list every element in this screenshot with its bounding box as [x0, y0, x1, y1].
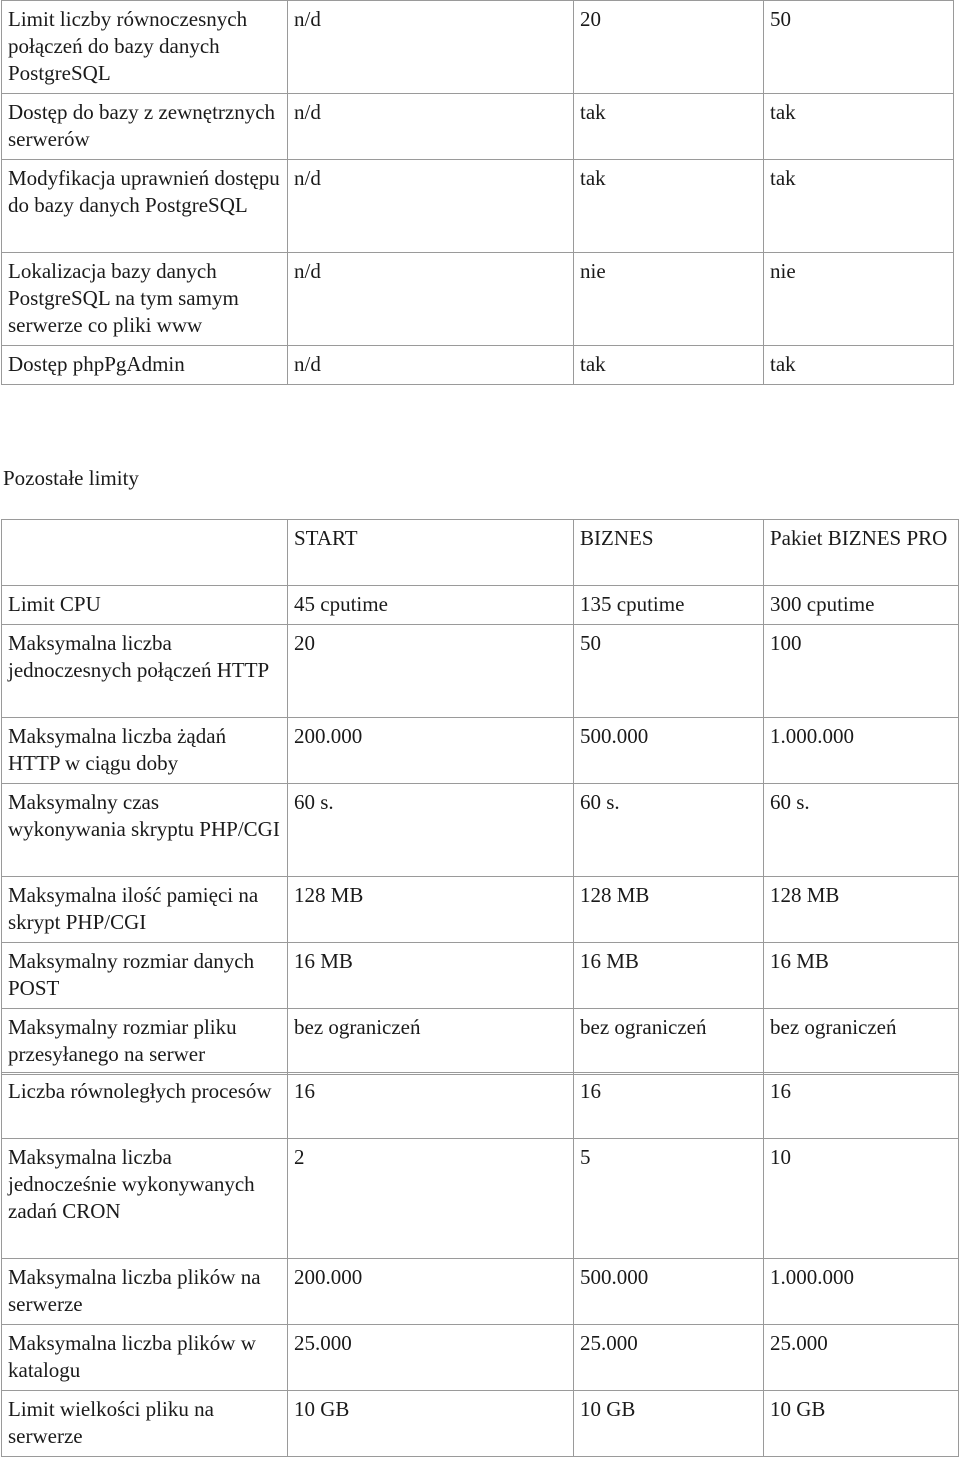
start-value: 10 GB [288, 1391, 574, 1457]
row-label: Limit CPU [2, 586, 288, 625]
biznes-value: 50 [574, 625, 764, 718]
pro-value: 300 cputime [764, 586, 959, 625]
table-row [2, 1325, 959, 1391]
table-row [2, 718, 959, 784]
table-row [2, 253, 954, 346]
pro-value: 16 [764, 1073, 959, 1139]
start-value: n/d [288, 346, 574, 385]
biznes-value: 135 cputime [574, 586, 764, 625]
row-label: Maksymalny czas wykonywania skryptu PHP/CGI [2, 784, 288, 877]
postgres-table [1, 0, 954, 385]
biznes-value: 5 [574, 1139, 764, 1259]
pro-value: tak [764, 346, 954, 385]
pro-value: 1.000.000 [764, 1259, 959, 1325]
table-row [2, 625, 959, 718]
start-value: 128 MB [288, 877, 574, 943]
row-label: Maksymalna liczba żądań HTTP w ciągu doby [2, 718, 288, 784]
row-label: Dostęp do bazy z zewnętrznych serwerów [2, 94, 288, 160]
biznes-value: 10 GB [574, 1391, 764, 1457]
start-value: n/d [288, 1, 574, 94]
pro-value: 60 s. [764, 784, 959, 877]
biznes-value: 20 [574, 1, 764, 94]
row-label: Dostęp phpPgAdmin [2, 346, 288, 385]
row-label: Maksymalna ilość pamięci na skrypt PHP/CGI [2, 877, 288, 943]
row-label: Maksymalna liczba jednoczesnych połączeń HTTP [2, 625, 288, 718]
table-row [2, 94, 954, 160]
row-label: Maksymalny rozmiar danych POST [2, 943, 288, 1009]
table-row [2, 1009, 959, 1075]
header-row [2, 520, 959, 586]
table-row [2, 1073, 959, 1139]
pro-value: 10 GB [764, 1391, 959, 1457]
table-row [2, 943, 959, 1009]
biznes-value: 60 s. [574, 784, 764, 877]
pro-value: 16 MB [764, 943, 959, 1009]
pro-value: 100 [764, 625, 959, 718]
limits-table-continued [1, 1072, 959, 1457]
biznes-value: nie [574, 253, 764, 346]
biznes-value: 16 [574, 1073, 764, 1139]
row-label: Limit wielkości pliku na serwerze [2, 1391, 288, 1457]
pro-value: 25.000 [764, 1325, 959, 1391]
header-start: START [288, 520, 574, 586]
biznes-value: tak [574, 160, 764, 253]
pro-value: 50 [764, 1, 954, 94]
header-pro: Pakiet BIZNES PRO [764, 520, 959, 586]
row-label: Limit liczby równoczesnych połączeń do bazy danych PostgreSQL [2, 1, 288, 94]
table-row [2, 1259, 959, 1325]
biznes-value: 16 MB [574, 943, 764, 1009]
start-value: 45 cputime [288, 586, 574, 625]
header-label [2, 520, 288, 586]
pro-value: nie [764, 253, 954, 346]
biznes-value: tak [574, 346, 764, 385]
table-row [2, 1391, 959, 1457]
pro-value: 1.000.000 [764, 718, 959, 784]
table-row [2, 1139, 959, 1259]
start-value: 16 MB [288, 943, 574, 1009]
table-row [2, 784, 959, 877]
pro-value: 128 MB [764, 877, 959, 943]
biznes-value: 128 MB [574, 877, 764, 943]
start-value: 2 [288, 1139, 574, 1259]
start-value: 20 [288, 625, 574, 718]
pro-value: tak [764, 160, 954, 253]
row-label: Maksymalna liczba plików na serwerze [2, 1259, 288, 1325]
start-value: 200.000 [288, 1259, 574, 1325]
biznes-value: 500.000 [574, 718, 764, 784]
start-value: 16 [288, 1073, 574, 1139]
start-value: n/d [288, 160, 574, 253]
row-label: Maksymalna liczba plików w katalogu [2, 1325, 288, 1391]
start-value: bez ograniczeń [288, 1009, 574, 1075]
table-row [2, 1, 954, 94]
table-row [2, 160, 954, 253]
start-value: 25.000 [288, 1325, 574, 1391]
table-row [2, 586, 959, 625]
limits-table [1, 519, 959, 1075]
row-label: Maksymalna liczba jednocześnie wykonywanych zadań CRON [2, 1139, 288, 1259]
biznes-value: tak [574, 94, 764, 160]
pro-value: tak [764, 94, 954, 160]
biznes-value: 25.000 [574, 1325, 764, 1391]
row-label: Liczba równoległych procesów [2, 1073, 288, 1139]
start-value: 60 s. [288, 784, 574, 877]
row-label: Modyfikacja uprawnień dostępu do bazy danych PostgreSQL [2, 160, 288, 253]
start-value: 200.000 [288, 718, 574, 784]
start-value: n/d [288, 94, 574, 160]
table-row [2, 877, 959, 943]
start-value: n/d [288, 253, 574, 346]
pro-value: bez ograniczeń [764, 1009, 959, 1075]
pro-value: 10 [764, 1139, 959, 1259]
biznes-value: 500.000 [574, 1259, 764, 1325]
biznes-value: bez ograniczeń [574, 1009, 764, 1075]
table-row [2, 346, 954, 385]
header-biznes: BIZNES [574, 520, 764, 586]
row-label: Lokalizacja bazy danych PostgreSQL na tym samym serwerze co pliki www [2, 253, 288, 346]
row-label: Maksymalny rozmiar pliku przesyłanego na serwer [2, 1009, 288, 1075]
section-title: Pozostałe limity [3, 466, 139, 490]
